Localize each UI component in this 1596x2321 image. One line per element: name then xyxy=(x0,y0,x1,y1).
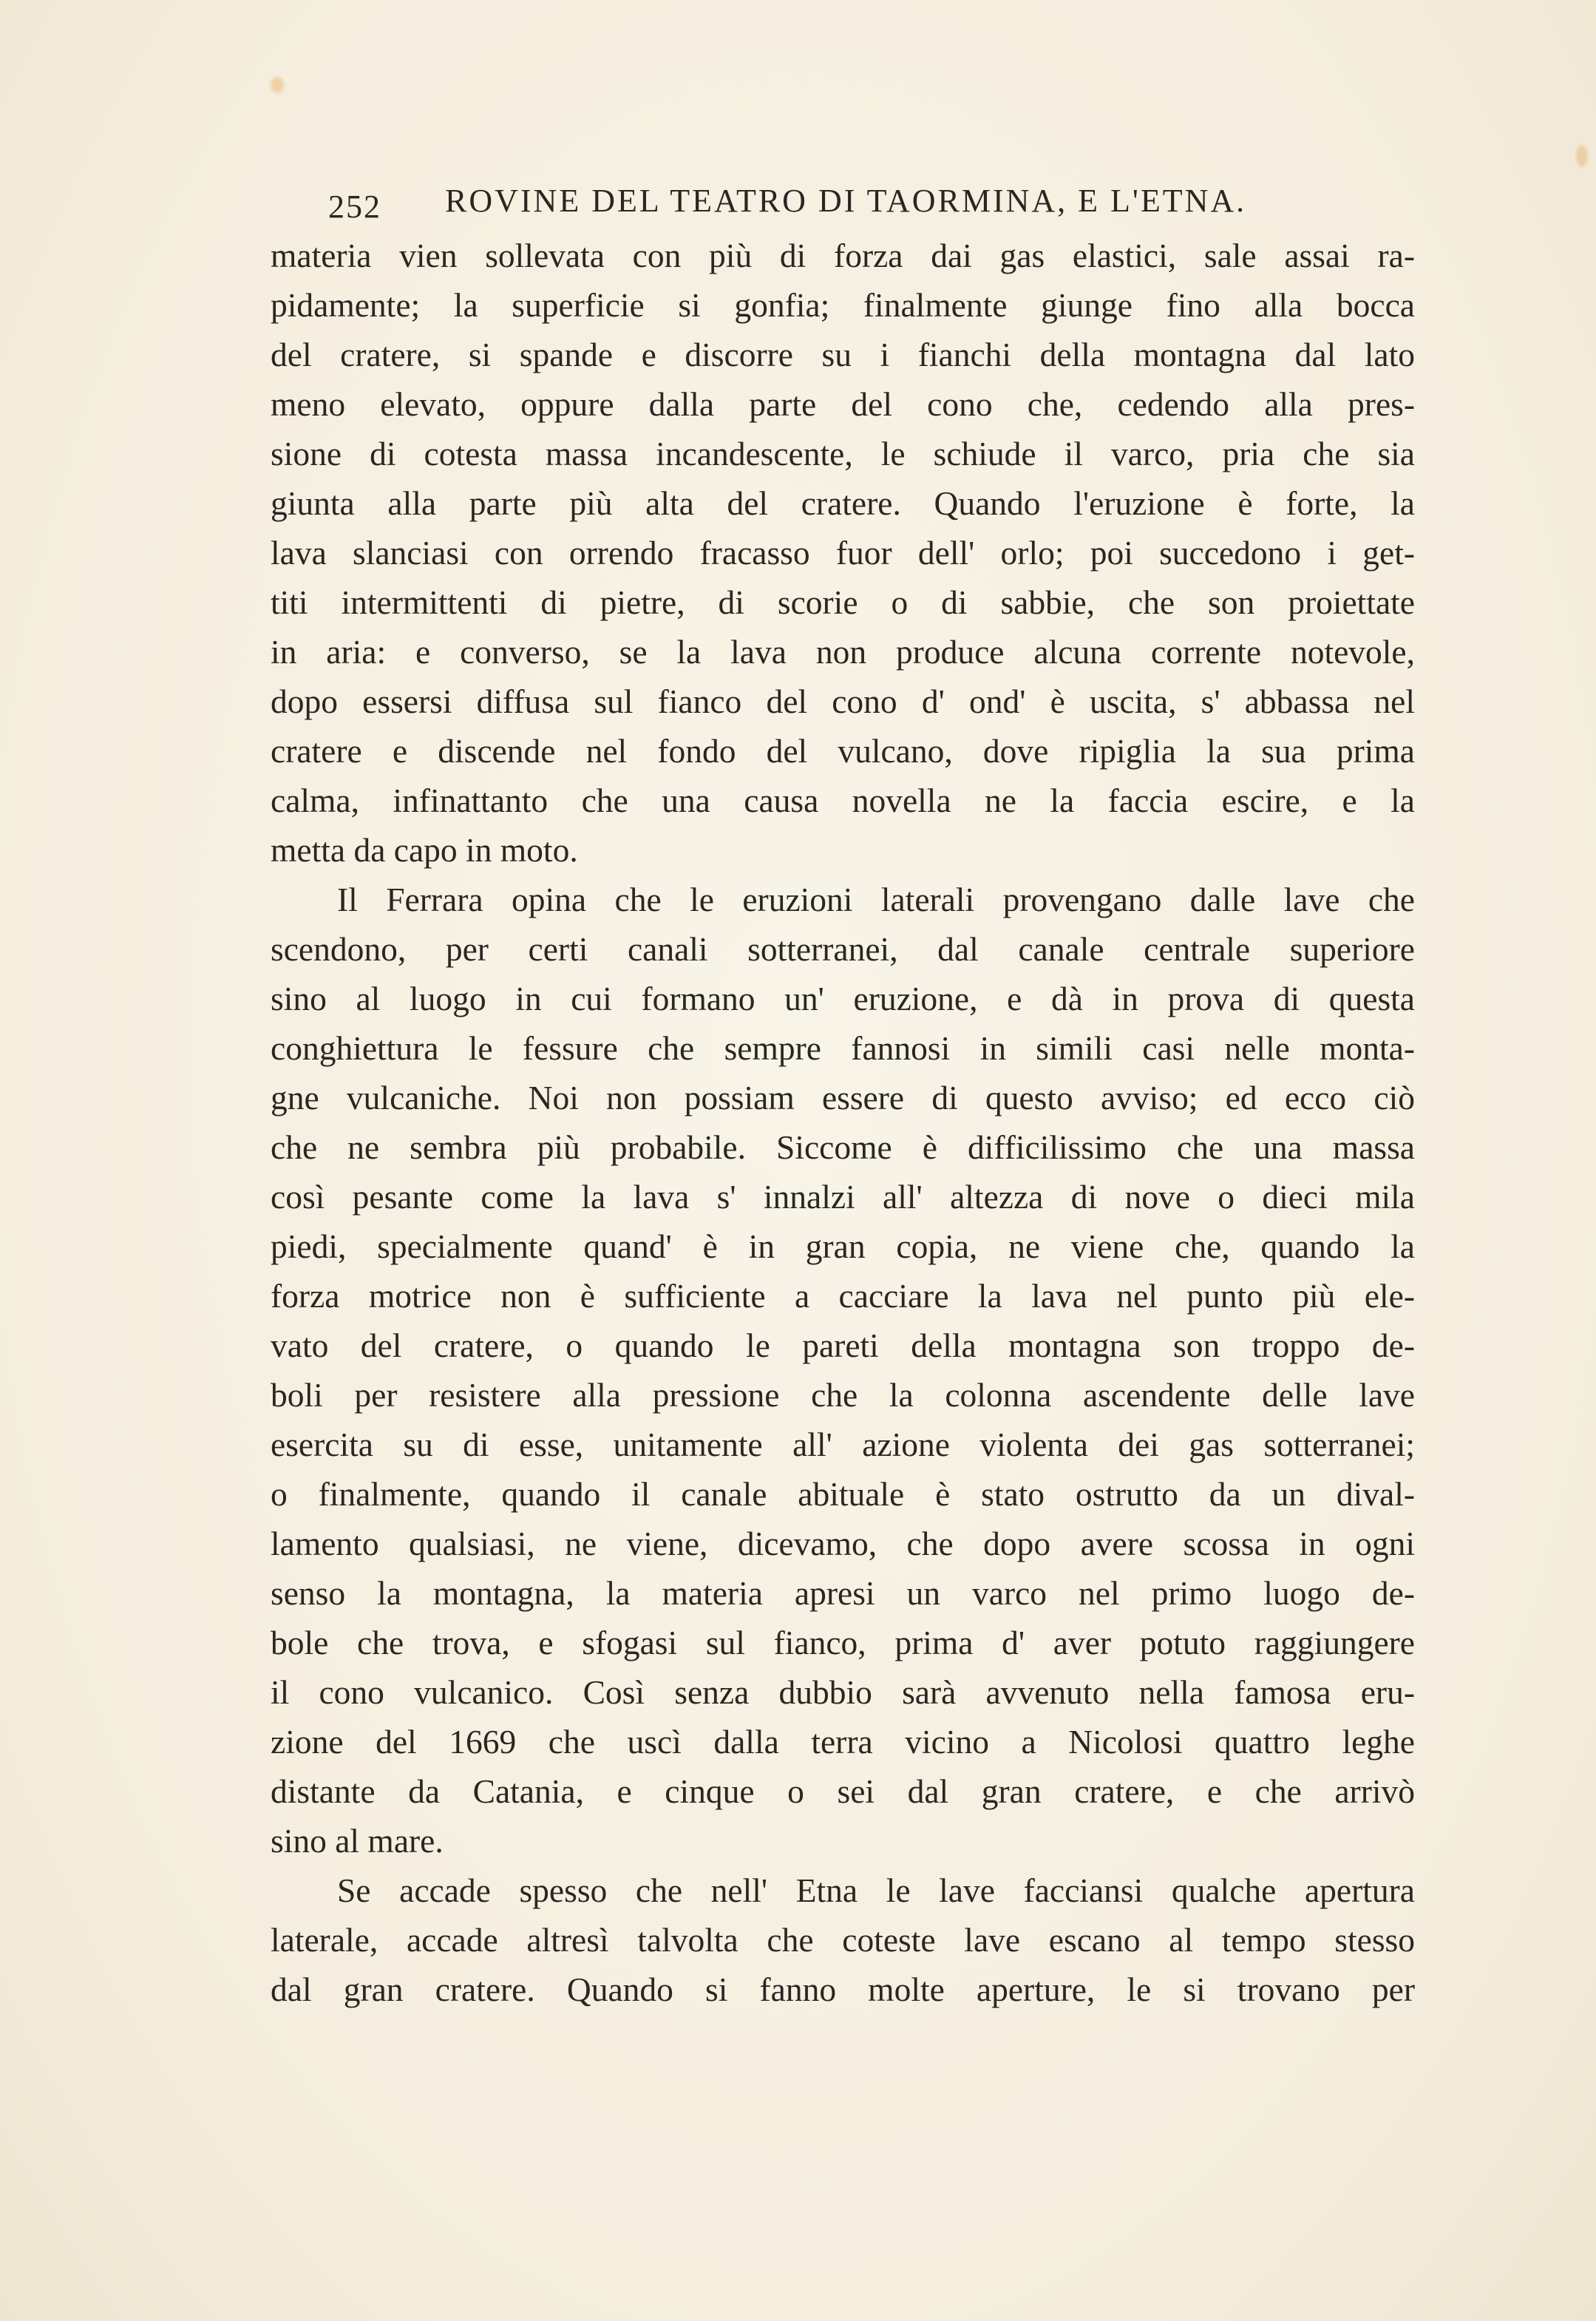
paragraph xyxy=(271,1866,1415,2014)
text-line: cratere e discende nel fondo del vulcano, dove ripiglia la sua prima xyxy=(271,732,1415,770)
text-line: lava slanciasi con orrendo fracasso fuor dell' orlo; poi succedono i get- xyxy=(271,534,1415,572)
text-line: lamento qualsiasi, ne viene, dicevamo, che dopo avere scossa in ogni xyxy=(271,1525,1415,1562)
text-line: calma, infinattanto che una causa novella ne la faccia escire, e la xyxy=(271,782,1415,819)
text-line: piedi, specialmente quand' è in gran copia, ne viene che, quando la xyxy=(271,1227,1415,1265)
text-line: forza motrice non è sufficiente a cacciare la lava nel punto più ele- xyxy=(271,1277,1415,1315)
text-line: gne vulcaniche. Noi non possiam essere di questo avviso; ed ecco ciò xyxy=(271,1079,1415,1117)
paragraph xyxy=(271,231,1415,875)
text-line: senso la montagna, la materia apresi un varco nel primo luogo de- xyxy=(271,1574,1415,1612)
text-line: sino al luogo in cui formano un' eruzione, e dà in prova di questa xyxy=(271,980,1415,1017)
text-line: sione di cotesta massa incandescente, le schiude il varco, pria che sia xyxy=(271,435,1415,472)
text-line: bole che trova, e sfogasi sul fianco, prima d' aver potuto raggiungere xyxy=(271,1624,1415,1661)
text-line: metta da capo in moto. xyxy=(271,831,578,869)
text-line: sino al mare. xyxy=(271,1822,444,1860)
text-line: giunta alla parte più alta del cratere. Quando l'eruzione è forte, la xyxy=(271,484,1415,522)
text-line: vato del cratere, o quando le pareti della montagna son troppo de- xyxy=(271,1326,1415,1364)
text-line: dopo essersi diffusa sul fianco del cono d' ond' è uscita, s' abbassa nel xyxy=(271,682,1415,720)
text-line: esercita su di esse, unitamente all' azione violenta dei gas sotterranei; xyxy=(271,1426,1415,1463)
text-line: distante da Catania, e cinque o sei dal gran cratere, e che arrivò xyxy=(271,1772,1415,1810)
text-line: materia vien sollevata con più di forza dai gas elastici, sale assai ra- xyxy=(271,237,1415,274)
running-title: ROVINE DEL TEATRO DI TAORMINA, E L'ETNA. xyxy=(445,183,1247,219)
running-header xyxy=(328,177,1422,229)
text-line: così pesante come la lava s' innalzi all' altezza di nove o dieci mila xyxy=(271,1178,1415,1216)
text-line: zione del 1669 che uscì dalla terra vicino a Nicolosi quattro leghe xyxy=(271,1723,1415,1761)
text-line: boli per resistere alla pressione che la colonna ascendente delle lave xyxy=(271,1376,1415,1414)
foxing-stain xyxy=(271,77,284,93)
text-line: meno elevato, oppure dalla parte del cono che, cedendo alla pres- xyxy=(271,385,1415,423)
paragraph xyxy=(271,875,1415,1866)
text-line: in aria: e converso, se la lava non produce alcuna corrente notevole, xyxy=(271,633,1415,671)
text-line: del cratere, si spande e discorre su i fianchi della montagna dal lato xyxy=(271,336,1415,373)
text-line: pidamente; la superficie si gonfia; finalmente giunge fino alla bocca xyxy=(271,286,1415,324)
text-line: dal gran cratere. Quando si fanno molte aperture, le si trovano per xyxy=(271,1971,1415,2008)
text-line: Se accade spesso che nell' Etna le lave facciansi qualche apertura xyxy=(337,1871,1415,1909)
text-line: laterale, accade altresì talvolta che coteste lave escano al tempo stesso xyxy=(271,1921,1415,1959)
text-line: Il Ferrara opina che le eruzioni laterali provengano dalle lave che xyxy=(337,881,1415,918)
foxing-stain xyxy=(1576,145,1588,167)
text-line: conghiettura le fessure che sempre fannosi in simili casi nelle monta- xyxy=(271,1029,1415,1067)
text-line: il cono vulcanico. Così senza dubbio sarà avvenuto nella famosa eru- xyxy=(271,1673,1415,1711)
text-line: titi intermittenti di pietre, di scorie o di sabbie, che son proiettate xyxy=(271,583,1415,621)
text-line: o finalmente, quando il canale abituale è stato ostrutto da un dival- xyxy=(271,1475,1415,1513)
page-number: 252 xyxy=(328,189,381,225)
text-line: scendono, per certi canali sotterranei, dal canale centrale superiore xyxy=(271,930,1415,968)
text-line: che ne sembra più probabile. Siccome è difficilissimo che una massa xyxy=(271,1128,1415,1166)
body-text xyxy=(271,231,1415,2014)
